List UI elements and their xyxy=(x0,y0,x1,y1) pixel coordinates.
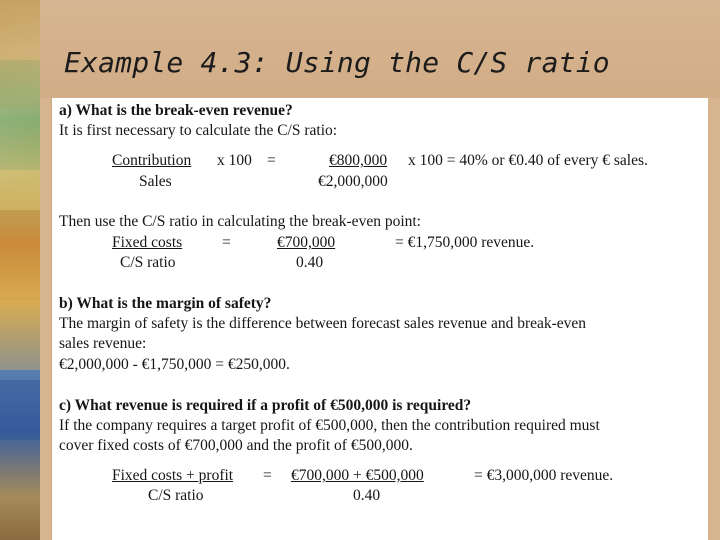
question-b: b) What is the margin of safety? xyxy=(59,295,272,312)
section-b-line1: The margin of safety is the difference between forecast sales revenue and break-even xyxy=(59,315,587,332)
section-b-line3: €2,000,000 - €1,750,000 = €250,000. xyxy=(59,356,290,373)
section-c-line2: cover fixed costs of €700,000 and the profit of €500,000. xyxy=(59,437,413,454)
formula1-denominator-label: Sales xyxy=(139,173,172,190)
section-a-intro: It is first necessary to calculate the C/S ratio: xyxy=(59,122,338,139)
question-a: a) What is the break-even revenue? xyxy=(59,102,293,119)
formula1-result: x 100 = 40% or €0.40 of every € sales. xyxy=(408,152,648,169)
formula1-multiplier: x 100 xyxy=(217,152,252,169)
formula2-denominator-value: 0.40 xyxy=(296,254,324,271)
formula3-result: = €3,000,000 revenue. xyxy=(474,467,614,484)
formula1-denominator-value: €2,000,000 xyxy=(318,173,388,190)
decorative-euro-banknote-strip xyxy=(0,0,40,540)
section-c-line1: If the company requires a target profit of €500,000, then the contribution required must xyxy=(59,417,600,434)
formula1-equals: = xyxy=(267,152,276,169)
formula2-numerator-label: Fixed costs xyxy=(112,234,183,251)
formula2-equals: = xyxy=(222,234,231,251)
formula3-equals: = xyxy=(263,467,272,484)
section-b-line2: sales revenue: xyxy=(59,335,147,352)
formula3-denominator-label: C/S ratio xyxy=(148,487,204,504)
formula2-numerator-value: €700,000 xyxy=(277,234,336,251)
section-a-then: Then use the C/S ratio in calculating the break-even point: xyxy=(59,213,421,230)
formula2-denominator-label: C/S ratio xyxy=(120,254,176,271)
formula1-numerator-value: €800,000 xyxy=(329,152,388,169)
formula2-result: = €1,750,000 revenue. xyxy=(395,234,535,251)
formula3-numerator-label: Fixed costs + profit xyxy=(112,467,234,484)
formula3-numerator-value: €700,000 + €500,000 xyxy=(291,467,424,484)
formula3-denominator-value: 0.40 xyxy=(353,487,381,504)
formula1-numerator-label: Contribution xyxy=(112,152,192,169)
question-c: c) What revenue is required if a profit of €500,000 is required? xyxy=(59,397,472,414)
slide-title: Example 4.3: Using the C/S ratio xyxy=(64,46,610,79)
